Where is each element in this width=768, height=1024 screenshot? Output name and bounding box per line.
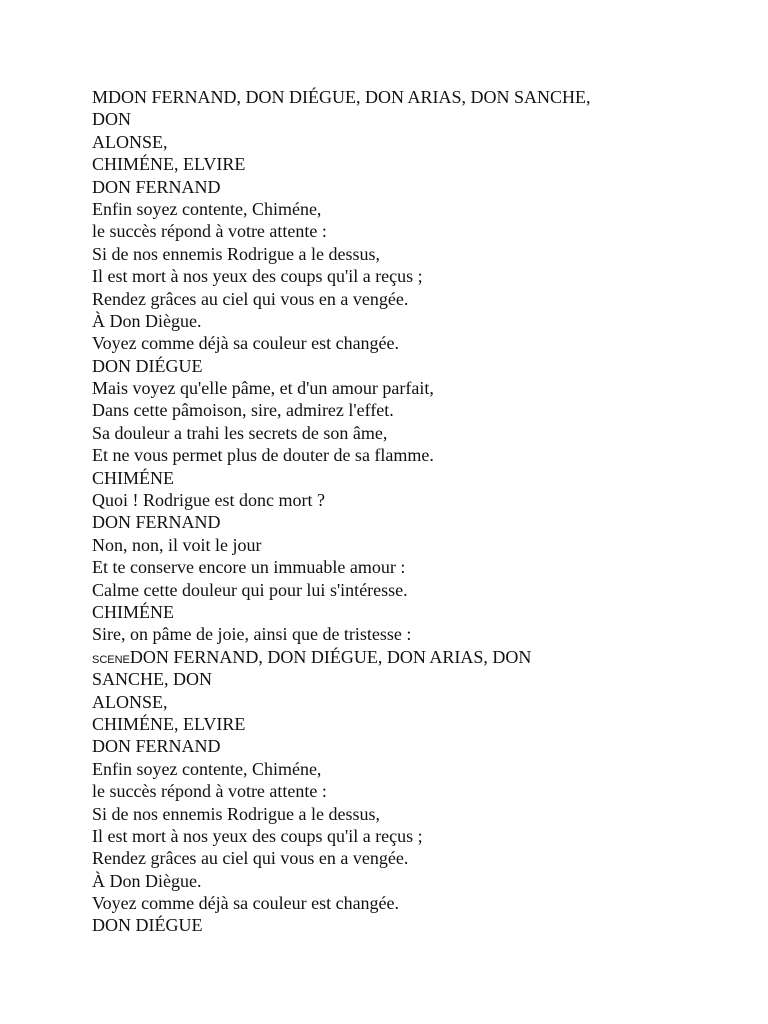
text-line: Et te conserve encore un immuable amour :: [92, 557, 406, 578]
speaker-name: DON FERNAND: [92, 176, 221, 197]
text-line: Si de nos ennemis Rodrigue a le dessus,: [92, 243, 380, 264]
text-line: Calme cette douleur qui pour lui s'intéresse.: [92, 579, 408, 600]
text-line: ALONSE,: [92, 691, 168, 712]
stage-direction: À Don Diègue.: [92, 310, 202, 331]
text-line: Sire, on pâme de joie, ainsi que de tristesse :: [92, 624, 412, 645]
text-line: Non, non, il voit le jour: [92, 534, 262, 555]
text-line: Rendez grâces au ciel qui vous en a vengée.: [92, 288, 409, 309]
speaker-name: DON DIÉGUE: [92, 355, 203, 376]
speaker-name: DON DIÉGUE: [92, 915, 203, 936]
text-line: Mais voyez qu'elle pâme, et d'un amour parfait,: [92, 378, 434, 399]
scene-heading-line: [92, 646, 732, 668]
text-line: le succès répond à votre attente :: [92, 781, 327, 802]
text-line: Voyez comme déjà sa couleur est changée.: [92, 893, 400, 914]
text-line: CHIMÉNE, ELVIRE: [92, 154, 246, 175]
scene-heading-text: DON FERNAND, DON DIÉGUE, DON ARIAS, DON: [129, 646, 532, 667]
speaker-name: DON FERNAND: [92, 512, 221, 533]
text-line: Il est mort à nos yeux des coups qu'il a reçus ;: [92, 266, 423, 287]
text-line: Quoi ! Rodrigue est donc mort ?: [92, 490, 325, 511]
text-line: Il est mort à nos yeux des coups qu'il a reçus ;: [92, 825, 423, 846]
text-line: Dans cette pâmoison, sire, admirez l'effet.: [92, 400, 394, 421]
text-line: SANCHE, DON: [92, 669, 213, 690]
stage-direction: À Don Diègue.: [92, 870, 202, 891]
text-line: Rendez grâces au ciel qui vous en a vengée.: [92, 848, 409, 869]
text-line: DON: [92, 109, 131, 130]
speaker-name: CHIMÉNE: [92, 467, 174, 488]
text-line: Sa douleur a trahi les secrets de son âme,: [92, 422, 388, 443]
text-line: MDON FERNAND, DON DIÉGUE, DON ARIAS, DON SANCHE,: [92, 87, 591, 107]
text-line: Et ne vous permet plus de douter de sa flamme.: [92, 445, 434, 466]
scene-tag: SCENE: [92, 653, 130, 666]
text-line: Voyez comme déjà sa couleur est changée.: [92, 333, 400, 354]
text-line: le succès répond à votre attente :: [92, 221, 327, 242]
text-line: Si de nos ennemis Rodrigue a le dessus,: [92, 803, 380, 824]
text-line: Enfin soyez contente, Chiméne,: [92, 198, 322, 219]
text-line: Enfin soyez contente, Chiméne,: [92, 758, 322, 779]
play-text: [92, 86, 732, 937]
text-line: CHIMÉNE, ELVIRE: [92, 713, 246, 734]
text-line: ALONSE,: [92, 131, 168, 152]
speaker-name: CHIMÉNE: [92, 601, 174, 622]
speaker-name: DON FERNAND: [92, 736, 221, 757]
